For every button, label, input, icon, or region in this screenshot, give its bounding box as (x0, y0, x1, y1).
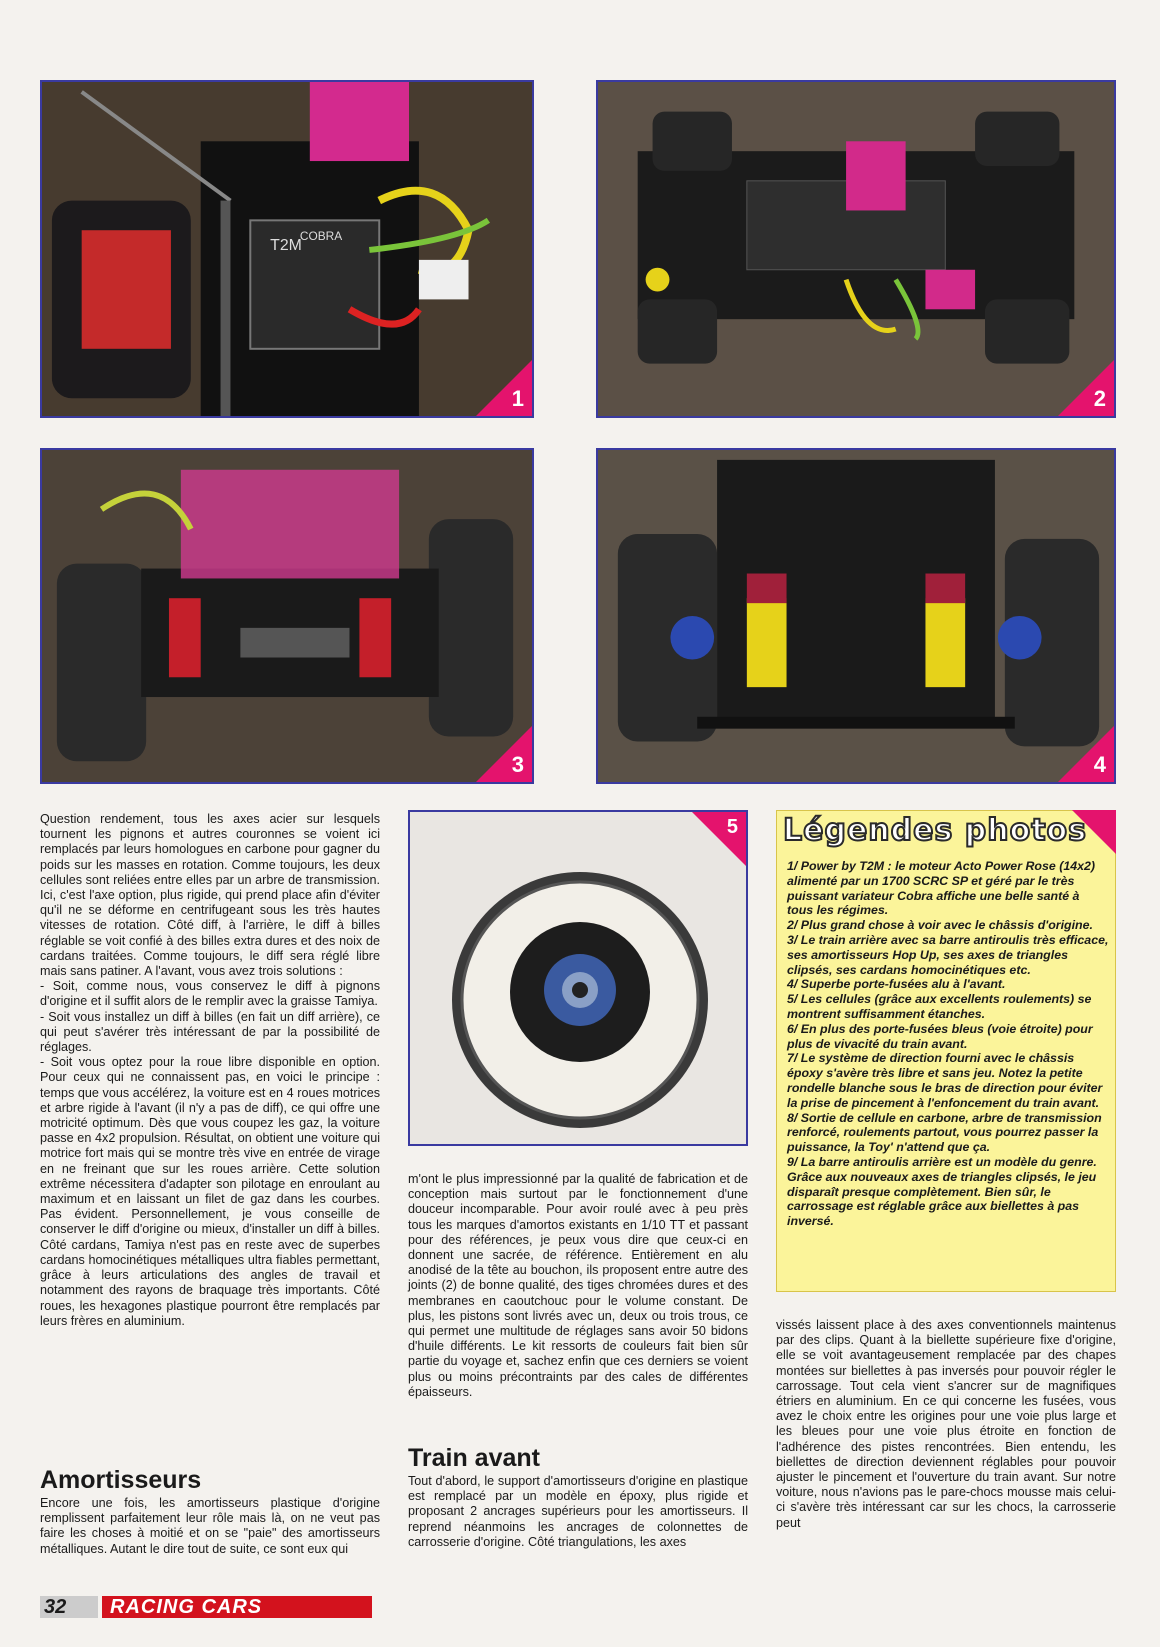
amortisseurs-text (40, 1496, 380, 1557)
col1-paragraph: Question rendement, tous les axes acier sur lesquels tournent les pignons et autres couronnes se voient ici remplacés par leurs homologues en carbone pour gagner du poids sur les masses en rotation. Comme toujours, les deux cellules sont reliées entre elles par un arbre de transmission. Ici, c'est l'axe option, plus rigide, qui prend place afin d'éviter qu'il ne se déforme en centrifugeant sous les très hautes vitesses de rotation. Côté diff, à l'arrière, le diff à billes réglable se voit confié à des billes extra dures et des noix de cardans traitées. Comme toujours, le diff sera réglé libre mais sans patiner. A l'avant, vous avez trois solutions : (40, 812, 380, 979)
legend-item: 3/ Le train arrière avec sa barre antiroulis très efficace, ses amortisseurs Hop Up, ses axes de triangles clipsés, ses cardans homocinétiques etc. (787, 932, 1109, 977)
magazine-logo: RACING CARS (102, 1596, 372, 1618)
photo-4-number: 4 (1093, 752, 1106, 777)
photo-5 (408, 810, 748, 1146)
legend-item: 1/ Power by T2M : le moteur Acto Power Rose (14x2) alimenté par un 1700 SCRC SP et géré par le très puissant variateur Cobra affiche une belle santé à tous les régimes. (787, 859, 1096, 918)
col1-paragraph: - Soit, comme nous, vous conservez le diff à pignons d'origine et il suffit alors de le remplir avec la graisse Tamiya. (40, 979, 380, 1009)
page-number: 32 (40, 1596, 98, 1618)
photo-4-number-badge (1058, 726, 1114, 782)
train-avant-heading: Train avant (408, 1444, 540, 1472)
cobra-text: COBRA (299, 229, 343, 244)
photo-3-image (42, 450, 532, 782)
photo-2-number-badge (1058, 360, 1114, 416)
train-avant-text (408, 1474, 748, 1550)
legend-item: 5/ Les cellules (grâce aux excellents roulements) se montrent suffisamment étanches. (787, 992, 1092, 1021)
train-avant-paragraph: Tout d'abord, le support d'amortisseurs d'origine en plastique est remplacé par un modèle en époxy, plus rigide et proposant 2 ancrages supérieurs pour les amortisseurs. Il reprend néanmoins les ancrages de colonnettes de carrosserie d'origine. Côté triangulations, les axes (408, 1474, 748, 1549)
photo-2-image (598, 82, 1114, 416)
legend-item: 9/ La barre antiroulis arrière est un modèle du genre. Grâce aux nouveaux axes de triangles clipsés, le jeu disparaît presque complètement. Bien sûr, le carrossage est réglable grâce aux biellettes à pas inversé. (787, 1154, 1097, 1229)
photo-1-number: 1 (511, 386, 524, 411)
col1-paragraph: - Soit vous optez pour la roue libre disponible en option. Pour ceux qui ne connaissent pas, en voici le principe : temps que vous accélérez, la voiture est en 4 roues motrices et arbre rigide à l'avant (il n'y a pas de diff), ce qui offre une motricité optimum. Dès que vous coupez les gaz, la voiture passe en 4x2 propulsion. Résultat, on obtient une voiture qui motrice fort mais qui se montre très vive en entrée de virage en ne freinant que sur les roues arrière. Cette solution extrême nécessitera d'adapter son pilotage en enroulant au maximum et en laissant un filet de gaz dans les courbes. Pas évident. Personnellement, je vous conseille de conserver le diff d'origine ou mieux, d'installer un diff à billes. Côté cardans, Tamiya n'est pas en reste avec de superbes cardans homocinétiques métalliques ultra fiables permettant, grâce à leurs articulations des angles de travail et notamment des rayons de braquage très importants. Côté roues, les hexagones plastique pourront être remplacés par leurs frères en aluminium. (40, 1055, 380, 1328)
photo-legend-box (776, 810, 1116, 1292)
legend-title: Légendes photos (783, 813, 1088, 848)
article-column-3 (776, 1318, 1116, 1531)
photo-4-image (598, 450, 1114, 782)
article-column-1 (40, 812, 380, 1329)
photo-1 (40, 80, 534, 418)
col3-paragraph: vissés laissent place à des axes conventionnels maintenus par des clips. Quant à la biellette supérieure fixe d'origine, elle se voit avantageusement remplacée par des chapes montées sur biellettes à pas inversés pour pouvoir régler le carrossage. Tout cela vient s'ancrer sur de magnifiques étriers en aluminium. En ce qui concerne les fusées, vous avez le choix entre les origines pour une voie plus large et les bleues pour une voie plus étroite en fonction de l'adhérence des pistes rencontrées. Bien entendu, les biellettes de direction deviennent réglables pour pouvoir ajuster le pincement et l'ouverture du train avant. Sur notre voiture, nous n'avions pas le pare-chocs mousse mais celui-ci s'avère très intéressant car sur les chocs, la carrosserie peut (776, 1318, 1116, 1530)
amortisseurs-paragraph: Encore une fois, les amortisseurs plastique d'origine remplissent parfaitement leur rôle mais là, on ne veut pas faire les choses à moitié et on se "paie" des amortisseurs métalliques. Autant le dire tout de suite, ce sont eux qui (40, 1496, 380, 1556)
col2-paragraph: m'ont le plus impressionné par la qualité de fabrication et de conception mais surtout par le fonctionnement d'une douceur incomparable. Pour avoir roulé avec à peu près tous les marques d'amortos existants en 1/10 TT et passant pour des références, je peux vous dire que ceux-ci en donnent une sacrée, de référence. Entièrement en alu anodisé de la tête au bouchon, ils proposent entre autre des joints (2) de bonne qualité, des tiges chromées dures et des membranes en caoutchouc pour le volume constant. De plus, les pistons sont livrés avec un, deux ou trois trous, ce qui permet une multitude de réglages sans avoir 50 bidons d'huile différents. Le kit ressorts de couleurs fait bien sûr partie du voyage et, sachez enfin que ces derniers se voient plus ou moins précontraints par des cales de différentes épaisseurs. (408, 1172, 748, 1399)
photo-3-number: 3 (511, 752, 524, 777)
article-column-2 (408, 1172, 748, 1400)
legend-items (787, 859, 1109, 1229)
legend-item: 7/ Le système de direction fourni avec le châssis époxy s'avère très libre et sans jeu. Notez la petite rondelle blanche sous le bras de direction pour éviter la prise de pincement à l'enfoncement du train avant. (787, 1051, 1103, 1110)
t2m-text: T2M (270, 237, 302, 254)
legend-item: 6/ En plus des porte-fusées bleus (voie étroite) pour plus de vivacité du train avant. (787, 1021, 1093, 1051)
legend-item: 8/ Sortie de cellule en carbone, arbre de transmission renforcé, roulements partout, vous pourrez passer la puissance, la Toy' n'attend que ça. (787, 1110, 1102, 1155)
photo-2 (596, 80, 1116, 418)
legend-item: 4/ Superbe porte-fusées alu à l'avant. (787, 977, 1006, 992)
photo-2-number: 2 (1093, 386, 1106, 411)
photo-3-number-badge (476, 726, 532, 782)
photo-1-image (42, 82, 532, 416)
photo-5-number: 5 (726, 816, 738, 838)
amortisseurs-heading: Amortisseurs (40, 1466, 202, 1494)
photo-4 (596, 448, 1116, 784)
col1-paragraph: - Soit vous installez un diff à billes (en fait un diff arrière), ce qui peut s'avérer très intéressant de par la possibilité de réglages. (40, 1009, 380, 1055)
photo-1-number-badge (476, 360, 532, 416)
photo-3 (40, 448, 534, 784)
legend-item: 2/ Plus grand chose à voir avec le châssis d'origine. (787, 918, 1093, 933)
